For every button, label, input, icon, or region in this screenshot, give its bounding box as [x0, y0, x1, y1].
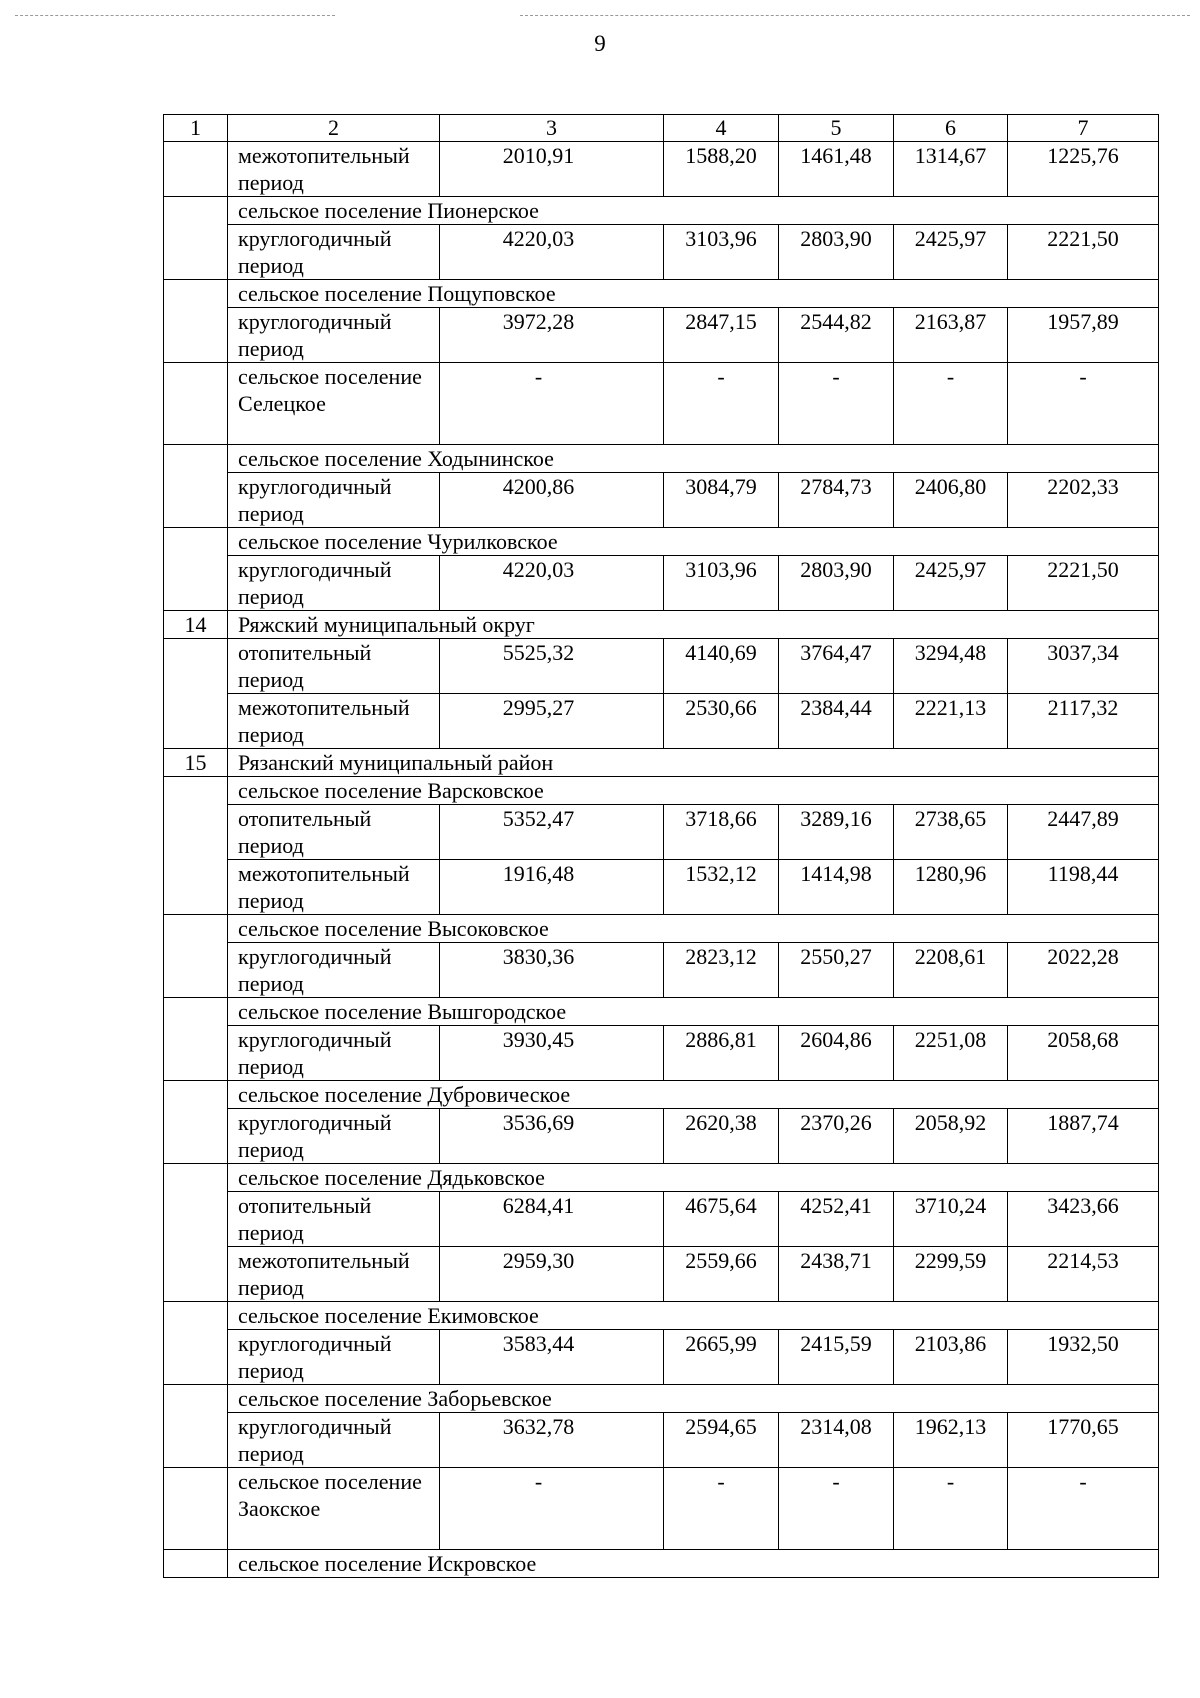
- row-number-cell: [164, 1468, 228, 1550]
- section-title: сельское поселение Заборьевское: [228, 1385, 1159, 1413]
- header-col-6: 6: [894, 115, 1008, 142]
- row-number-cell: [164, 1081, 228, 1164]
- section-title: сельское поселение Ходынинское: [228, 445, 1159, 473]
- table-row: [164, 639, 1159, 694]
- period-label: круглогодичный период: [228, 225, 440, 280]
- value-col-7: 2214,53: [1008, 1247, 1159, 1302]
- table-row: [164, 473, 1159, 528]
- section-row: [164, 280, 1159, 308]
- value-col-4: 3103,96: [664, 556, 779, 611]
- page-number: 9: [594, 31, 606, 56]
- section-row: [164, 749, 1159, 777]
- section-title: сельское поселение Вышгородское: [228, 998, 1159, 1026]
- period-label: межотопительный период: [228, 694, 440, 749]
- value-col-3: 3830,36: [440, 943, 664, 998]
- table-row: [164, 1192, 1159, 1247]
- no-data-row: [164, 1468, 1159, 1550]
- value-col-6: -: [894, 1468, 1008, 1550]
- section-title: Рязанский муниципальный район: [228, 749, 1159, 777]
- value-col-3: 2959,30: [440, 1247, 664, 1302]
- section-row: [164, 528, 1159, 556]
- section-title: сельское поселение Пионерское: [228, 197, 1159, 225]
- value-col-5: 2415,59: [779, 1330, 894, 1385]
- section-title: сельское поселение Высоковское: [228, 915, 1159, 943]
- table-row: [164, 1109, 1159, 1164]
- value-col-5: 2370,26: [779, 1109, 894, 1164]
- period-label: сельское поселение Селецкое: [228, 363, 440, 445]
- value-col-4: 2594,65: [664, 1413, 779, 1468]
- row-number-cell: 14: [164, 611, 228, 639]
- value-col-4: 2847,15: [664, 308, 779, 363]
- row-number-cell: [164, 1164, 228, 1302]
- header-row: [164, 115, 1159, 142]
- row-number-cell: [164, 777, 228, 915]
- value-col-7: 1957,89: [1008, 308, 1159, 363]
- header-col-3: 3: [440, 115, 664, 142]
- value-col-6: 2406,80: [894, 473, 1008, 528]
- value-col-6: 2058,92: [894, 1109, 1008, 1164]
- table-row: [164, 1026, 1159, 1081]
- value-col-4: 2620,38: [664, 1109, 779, 1164]
- tariff-table: [163, 114, 1159, 1578]
- value-col-3: 3583,44: [440, 1330, 664, 1385]
- section-title: сельское поселение Чурилковское: [228, 528, 1159, 556]
- section-row: [164, 197, 1159, 225]
- value-col-7: 2202,33: [1008, 473, 1159, 528]
- value-col-4: 2530,66: [664, 694, 779, 749]
- value-col-6: 2103,86: [894, 1330, 1008, 1385]
- section-title: сельское поселение Екимовское: [228, 1302, 1159, 1330]
- scan-artifact-right: [520, 15, 1190, 16]
- value-col-5: 3289,16: [779, 805, 894, 860]
- value-col-3: 3930,45: [440, 1026, 664, 1081]
- value-col-7: 2447,89: [1008, 805, 1159, 860]
- header-col-2: 2: [228, 115, 440, 142]
- value-col-4: 2665,99: [664, 1330, 779, 1385]
- section-title: сельское поселение Дубровическое: [228, 1081, 1159, 1109]
- value-col-6: 1280,96: [894, 860, 1008, 915]
- section-row: [164, 1164, 1159, 1192]
- period-label: круглогодичный период: [228, 308, 440, 363]
- table-row: [164, 1330, 1159, 1385]
- value-col-5: 2803,90: [779, 556, 894, 611]
- period-label: круглогодичный период: [228, 1109, 440, 1164]
- value-col-7: 2221,50: [1008, 556, 1159, 611]
- row-number-cell: [164, 528, 228, 611]
- period-label: межотопительный период: [228, 860, 440, 915]
- value-col-5: 2550,27: [779, 943, 894, 998]
- value-col-6: 2425,97: [894, 556, 1008, 611]
- value-col-6: 2221,13: [894, 694, 1008, 749]
- value-col-4: -: [664, 1468, 779, 1550]
- value-col-3: 4200,86: [440, 473, 664, 528]
- row-number-cell: [164, 445, 228, 528]
- row-number-cell: 15: [164, 749, 228, 777]
- value-col-4: 1588,20: [664, 142, 779, 197]
- period-label: отопительный период: [228, 1192, 440, 1247]
- value-col-6: 3294,48: [894, 639, 1008, 694]
- value-col-3: -: [440, 363, 664, 445]
- period-label: отопительный период: [228, 639, 440, 694]
- header-col-4: 4: [664, 115, 779, 142]
- period-label: круглогодичный период: [228, 1413, 440, 1468]
- value-col-5: 1414,98: [779, 860, 894, 915]
- value-col-4: 2823,12: [664, 943, 779, 998]
- value-col-3: 4220,03: [440, 225, 664, 280]
- period-label: круглогодичный период: [228, 943, 440, 998]
- period-label: межотопительный период: [228, 1247, 440, 1302]
- header-col-1: 1: [164, 115, 228, 142]
- table-row: [164, 1247, 1159, 1302]
- header-col-7: 7: [1008, 115, 1159, 142]
- table-row: [164, 694, 1159, 749]
- value-col-5: 1461,48: [779, 142, 894, 197]
- row-number-cell: [164, 915, 228, 998]
- period-label: круглогодичный период: [228, 1026, 440, 1081]
- value-col-7: 1887,74: [1008, 1109, 1159, 1164]
- section-title: сельское поселение Варсковское: [228, 777, 1159, 805]
- value-col-4: 3084,79: [664, 473, 779, 528]
- value-col-7: -: [1008, 1468, 1159, 1550]
- section-row: [164, 1302, 1159, 1330]
- value-col-6: 2208,61: [894, 943, 1008, 998]
- value-col-5: 2604,86: [779, 1026, 894, 1081]
- value-col-4: -: [664, 363, 779, 445]
- no-data-row: [164, 363, 1159, 445]
- value-col-4: 3718,66: [664, 805, 779, 860]
- value-col-3: 3972,28: [440, 308, 664, 363]
- row-number-cell: [164, 1550, 228, 1578]
- value-col-6: 2251,08: [894, 1026, 1008, 1081]
- value-col-3: 3536,69: [440, 1109, 664, 1164]
- value-col-3: 5352,47: [440, 805, 664, 860]
- value-col-6: 2299,59: [894, 1247, 1008, 1302]
- table-body: [164, 115, 1159, 1578]
- value-col-4: 1532,12: [664, 860, 779, 915]
- period-label: круглогодичный период: [228, 473, 440, 528]
- value-col-7: 1198,44: [1008, 860, 1159, 915]
- period-label: отопительный период: [228, 805, 440, 860]
- value-col-5: 2803,90: [779, 225, 894, 280]
- value-col-7: 3423,66: [1008, 1192, 1159, 1247]
- value-col-4: 2559,66: [664, 1247, 779, 1302]
- value-col-7: 2058,68: [1008, 1026, 1159, 1081]
- value-col-6: 2163,87: [894, 308, 1008, 363]
- value-col-7: 1770,65: [1008, 1413, 1159, 1468]
- value-col-5: -: [779, 363, 894, 445]
- period-label: круглогодичный период: [228, 556, 440, 611]
- value-col-5: -: [779, 1468, 894, 1550]
- header-col-5: 5: [779, 115, 894, 142]
- section-row: [164, 915, 1159, 943]
- value-col-7: 3037,34: [1008, 639, 1159, 694]
- scan-artifact-left: [15, 15, 335, 16]
- table-row: [164, 943, 1159, 998]
- value-col-3: 1916,48: [440, 860, 664, 915]
- section-title: сельское поселение Пощуповское: [228, 280, 1159, 308]
- table-row: [164, 142, 1159, 197]
- value-col-6: -: [894, 363, 1008, 445]
- table-row: [164, 805, 1159, 860]
- section-row: [164, 1081, 1159, 1109]
- section-title: сельское поселение Искровское: [228, 1550, 1159, 1578]
- value-col-6: 3710,24: [894, 1192, 1008, 1247]
- value-col-4: 4140,69: [664, 639, 779, 694]
- row-number-cell: [164, 142, 228, 197]
- value-col-3: 2010,91: [440, 142, 664, 197]
- row-number-cell: [164, 1302, 228, 1385]
- value-col-7: 2022,28: [1008, 943, 1159, 998]
- value-col-3: 4220,03: [440, 556, 664, 611]
- value-col-5: 2784,73: [779, 473, 894, 528]
- table-row: [164, 225, 1159, 280]
- value-col-3: -: [440, 1468, 664, 1550]
- value-col-5: 2544,82: [779, 308, 894, 363]
- section-title: Ряжский муниципальный округ: [228, 611, 1159, 639]
- value-col-3: 5525,32: [440, 639, 664, 694]
- value-col-7: 2221,50: [1008, 225, 1159, 280]
- table-row: [164, 1413, 1159, 1468]
- value-col-7: 2117,32: [1008, 694, 1159, 749]
- table-row: [164, 860, 1159, 915]
- value-col-7: 1932,50: [1008, 1330, 1159, 1385]
- row-number-cell: [164, 280, 228, 363]
- table-row: [164, 556, 1159, 611]
- value-col-5: 3764,47: [779, 639, 894, 694]
- table-row: [164, 308, 1159, 363]
- section-row: [164, 777, 1159, 805]
- period-label: сельское поселение Заокское: [228, 1468, 440, 1550]
- section-row: [164, 1550, 1159, 1578]
- value-col-4: 2886,81: [664, 1026, 779, 1081]
- value-col-5: 2384,44: [779, 694, 894, 749]
- value-col-6: 1314,67: [894, 142, 1008, 197]
- section-row: [164, 1385, 1159, 1413]
- value-col-3: 3632,78: [440, 1413, 664, 1468]
- section-row: [164, 611, 1159, 639]
- row-number-cell: [164, 639, 228, 749]
- value-col-4: 3103,96: [664, 225, 779, 280]
- row-number-cell: [164, 197, 228, 280]
- value-col-3: 2995,27: [440, 694, 664, 749]
- section-row: [164, 445, 1159, 473]
- value-col-6: 2738,65: [894, 805, 1008, 860]
- row-number-cell: [164, 998, 228, 1081]
- value-col-5: 2438,71: [779, 1247, 894, 1302]
- value-col-6: 2425,97: [894, 225, 1008, 280]
- value-col-6: 1962,13: [894, 1413, 1008, 1468]
- row-number-cell: [164, 1385, 228, 1468]
- value-col-4: 4675,64: [664, 1192, 779, 1247]
- value-col-7: 1225,76: [1008, 142, 1159, 197]
- value-col-7: -: [1008, 363, 1159, 445]
- value-col-5: 2314,08: [779, 1413, 894, 1468]
- period-label: круглогодичный период: [228, 1330, 440, 1385]
- row-number-cell: [164, 363, 228, 445]
- period-label: межотопительный период: [228, 142, 440, 197]
- value-col-3: 6284,41: [440, 1192, 664, 1247]
- value-col-5: 4252,41: [779, 1192, 894, 1247]
- section-title: сельское поселение Дядьковское: [228, 1164, 1159, 1192]
- section-row: [164, 998, 1159, 1026]
